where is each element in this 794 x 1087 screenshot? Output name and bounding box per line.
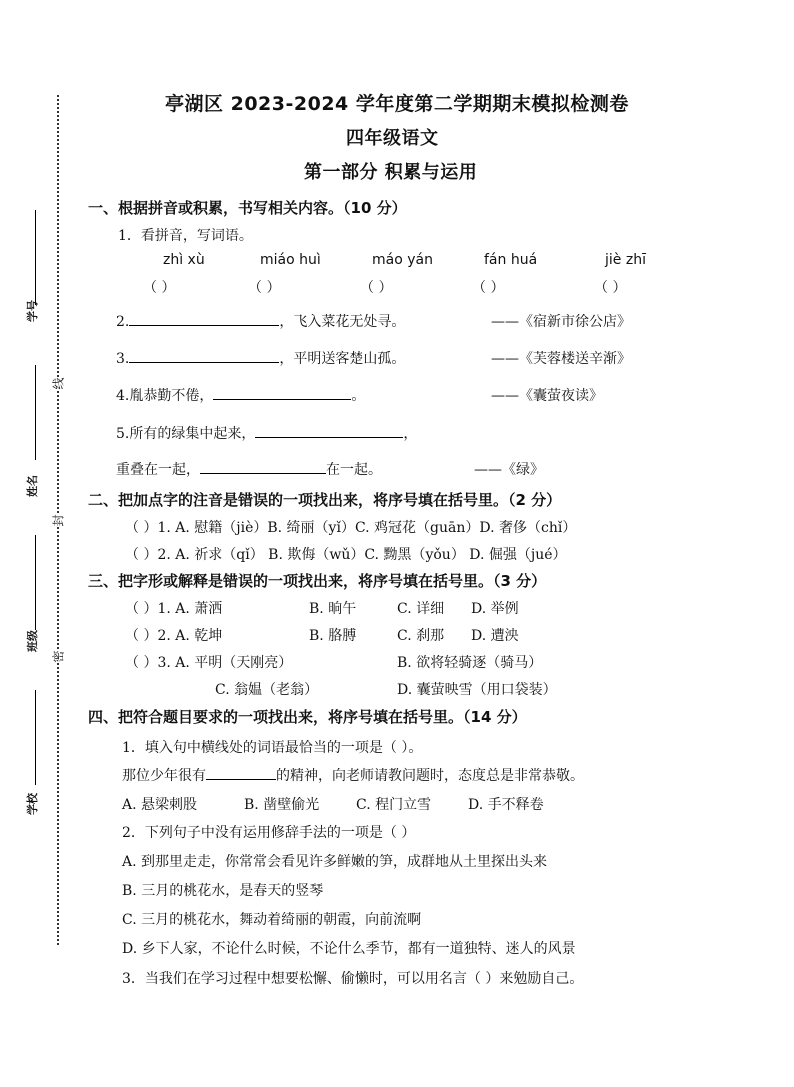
answer-paren-1[interactable]: （ ）: [143, 280, 176, 296]
q5-blank-2[interactable]: [200, 459, 326, 474]
class-label: 班级: [26, 630, 39, 652]
q5-source: ——《绿》: [474, 462, 544, 478]
s3-r3-c: C. 翁媪（老翁）: [215, 682, 319, 698]
part-title: 第一部分 积累与运用: [304, 162, 478, 183]
q2-source: ——《宿新市徐公店》: [491, 314, 631, 330]
q5-line2b: 在一起。: [326, 462, 382, 478]
q3-blank[interactable]: [129, 348, 279, 363]
s3-r3-d: D. 囊萤映雪（用口袋装）: [397, 682, 557, 698]
q3-source: ——《芙蓉楼送辛渐》: [491, 351, 631, 367]
s4-q1-opt-b: B. 凿壁偷光: [244, 797, 320, 813]
q2-blank[interactable]: [129, 311, 279, 326]
pinyin-3: máo yán: [372, 252, 433, 268]
section3-heading: 三、把字形或解释是错误的一项找出来，将序号填在括号里。（3 分）: [88, 572, 547, 590]
student-id-label: 学号: [26, 300, 39, 322]
q4-source: ——《囊萤夜读》: [491, 388, 603, 404]
answer-paren-3[interactable]: （ ）: [360, 280, 393, 296]
s3-r2-a: （ ）2. A. 乾坤: [125, 628, 223, 644]
s4-q2-opt-b: B. 三月的桃花水，是春天的竖琴: [122, 883, 324, 899]
q1-sentence-a: 那位少年很有: [122, 768, 206, 784]
s1-q5: [116, 423, 417, 443]
section2-heading: 二、把加点字的注音是错误的一项找出来，将序号填在括号里。（2 分）: [88, 491, 562, 509]
s4-q3: 3．当我们在学习过程中想要松懈、偷懒时，可以用名言（ ）来勉励自己。: [122, 971, 584, 987]
s1-q3: [116, 348, 405, 368]
exam-subtitle: 四年级语文: [346, 128, 439, 149]
exam-title: 亭湖区 2023-2024 学年度第二学期期末模拟检测卷: [165, 93, 629, 115]
s4-q1-opt-c: C. 程门立雪: [356, 797, 432, 813]
s1-q5-line2: [116, 459, 382, 479]
pinyin-5: jiè zhī: [605, 252, 646, 268]
section1-heading: 一、根据拼音或积累，书写相关内容。（10 分）: [88, 199, 407, 217]
binding-mark-line: 线: [51, 377, 66, 390]
s3-r2-b: B. 胳膊: [309, 628, 357, 644]
s3-r3-a: （ ）3. A. 平明（天刚亮）: [125, 655, 293, 671]
s1-q4: [116, 385, 365, 405]
school-label: 学校: [26, 793, 39, 815]
s2-row-2: （ ）2. A. 祈求（qǐ） B. 欺侮（wǔ）C. 黝黑（yǒu） D. 倔强（jué）: [125, 547, 567, 563]
q2-text: ，飞入菜花无处寻。: [279, 314, 406, 330]
s4-q1-opt-d: D. 手不释卷: [468, 797, 544, 813]
s4-q1: 1．填入句中横线处的词语最恰当的一项是（ ）。: [122, 740, 423, 756]
q4-end: 。: [351, 388, 366, 404]
q4-blank[interactable]: [213, 385, 351, 400]
s4-q2-opt-c: C. 三月的桃花水，舞动着绮丽的朝霞，向前流啊: [122, 912, 422, 928]
class-line: [35, 535, 36, 630]
q1-sentence-b: 的精神，向老师请教问题时，态度总是非常恭敬。: [276, 768, 584, 784]
q4-text: 4.胤恭勤不倦，: [116, 388, 214, 404]
q3-number: 3.: [116, 351, 130, 367]
s2-row-1: （ ）1. A. 慰籍（jiè）B. 绮丽（yǐ）C. 鸡冠花（guān）D. 奢侈（chǐ）: [125, 520, 577, 536]
s4-q2: 2．下列句子中没有运用修辞手法的一项是（ ）: [122, 825, 416, 841]
name-line: [35, 365, 36, 460]
s4-q2-opt-d: D. 乡下人家，不论什么时候，不论什么季节，都有一道独特、迷人的风景: [122, 941, 576, 957]
s3-r2-c: C. 刹那: [397, 628, 445, 644]
name-label: 姓名: [26, 475, 39, 497]
answer-paren-5[interactable]: （ ）: [594, 280, 627, 296]
q3-text: ，平明送客楚山孤。: [279, 351, 406, 367]
section4-heading: 四、把符合题目要求的一项找出来，将序号填在括号里。（14 分）: [88, 708, 527, 726]
q2-number: 2.: [116, 314, 130, 330]
pinyin-1: zhì xù: [163, 252, 205, 268]
pinyin-4: fán huá: [484, 252, 538, 268]
binding-mark-seal: 封: [51, 514, 66, 527]
s3-r3-b: B. 欲将轻骑逐（骑马）: [397, 655, 543, 671]
q5-end: ，: [403, 426, 418, 442]
s1-q2: [116, 311, 405, 331]
s3-r2-d: D. 遭泱: [471, 628, 519, 644]
pinyin-2: miáo huì: [260, 252, 321, 268]
answer-paren-2[interactable]: （ ）: [248, 280, 281, 296]
s4-q2-opt-a: A. 到那里走走，你常常会看见许多鲜嫩的笋，成群地从土里探出头来: [122, 854, 548, 870]
s3-r1-c: C. 详细: [397, 601, 445, 617]
q5-text: 5.所有的绿集中起来，: [116, 426, 256, 442]
answer-paren-4[interactable]: （ ）: [472, 280, 505, 296]
s4-q1-opt-a: A. 悬梁刺股: [122, 797, 198, 813]
s4-q1-sentence: [122, 765, 584, 785]
q1-sentence-blank[interactable]: [206, 765, 276, 780]
q5-blank-1[interactable]: [255, 423, 403, 438]
q5-line2a: 重叠在一起，: [116, 462, 200, 478]
s1-q1: 1．看拼音，写词语。: [118, 228, 253, 244]
s3-r1-a: （ ）1. A. 萧洒: [125, 601, 223, 617]
s3-r1-b: B. 晌午: [309, 601, 357, 617]
school-line: [35, 690, 36, 785]
s3-r1-d: D. 举例: [471, 601, 519, 617]
binding-mark-secret: 密: [51, 650, 66, 663]
student-id-line: [35, 210, 36, 305]
